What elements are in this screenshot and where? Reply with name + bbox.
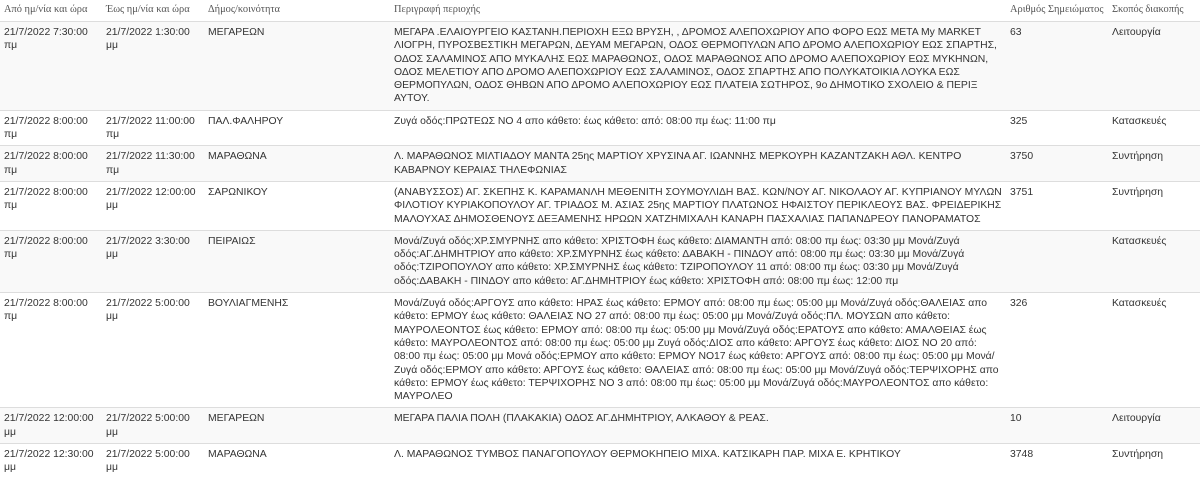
- table-row: [0, 444, 1200, 479]
- table-row: [0, 230, 1200, 292]
- cell-purpose: Κατασκευές: [1108, 230, 1200, 292]
- cell-municipality: ΜΑΡΑΘΩΝΑ: [204, 444, 390, 479]
- cell-municipality: ΠΑΛ.ΦΑΛΗΡΟΥ: [204, 110, 390, 146]
- column-header-purpose[interactable]: Σκοπός διακοπής: [1108, 0, 1200, 22]
- cell-municipality: ΒΟΥΛΙΑΓΜΕΝΗΣ: [204, 293, 390, 408]
- cell-purpose: Λειτουργία: [1108, 408, 1200, 444]
- cell-description: Λ. ΜΑΡΑΘΩΝΟΣ ΜΙΛΤΙΑΔΟΥ ΜΑΝΤΑ 25ης ΜΑΡΤΙΟΥ ΧΡΥΣΙΝΑ ΑΓ. ΙΩΑΝΝΗΣ ΜΕΡΚΟΥΡΗ ΚΑΖΑΝΤΖΑΚΗ ΑΘΛ. ΚΕΝΤΡΟ ΚΑΒΑΡΝΟΥ ΚΕΡΑΙΑΣ ΤΗΛΕΦΩΝΙΑΣ: [390, 146, 1006, 182]
- table-row: [0, 22, 1200, 111]
- cell-purpose: Λειτουργία: [1108, 22, 1200, 111]
- cell-purpose: Συντήρηση: [1108, 146, 1200, 182]
- header-row: [0, 0, 1200, 22]
- cell-to: 21/7/2022 5:00:00 μμ: [102, 293, 204, 408]
- table-row: [0, 146, 1200, 182]
- cell-description: Λ. ΜΑΡΑΘΩΝΟΣ ΤΥΜΒΟΣ ΠΑΝΑΓΟΠΟΥΛΟΥ ΘΕΡΜΟΚΗΠΕΙΟ ΜΙΧΑ. ΚΑΤΣΙΚΑΡΗ ΠΑΡ. ΜΙΧΑ Ε. ΚΡΗΤΙΚΟΥ: [390, 444, 1006, 479]
- cell-purpose: Συντήρηση: [1108, 444, 1200, 479]
- cell-to: 21/7/2022 1:30:00 μμ: [102, 22, 204, 111]
- table-row: [0, 408, 1200, 444]
- cell-from: 21/7/2022 8:00:00 πμ: [0, 230, 102, 292]
- column-header-description[interactable]: Περιγραφή περιοχής: [390, 0, 1006, 22]
- cell-note-number: [1006, 230, 1108, 292]
- cell-description: ΜΕΓΑΡΑ ΠΑΛΙΑ ΠΟΛΗ (ΠΛΑΚΑΚΙΑ) ΟΔΟΣ ΑΓ.ΔΗΜΗΤΡΙΟΥ, ΑΛΚΑΘΟΥ & ΡΕΑΣ.: [390, 408, 1006, 444]
- column-header-note-number[interactable]: Αριθμός Σημειώματος: [1006, 0, 1108, 22]
- cell-purpose: Συντήρηση: [1108, 181, 1200, 230]
- cell-description: Ζυγά οδός:ΠΡΩΤΕΩΣ ΝΟ 4 απο κάθετο: έως κάθετο: από: 08:00 πμ έως: 11:00 πμ: [390, 110, 1006, 146]
- cell-to: 21/7/2022 5:00:00 μμ: [102, 408, 204, 444]
- cell-to: 21/7/2022 11:30:00 πμ: [102, 146, 204, 182]
- cell-from: 21/7/2022 8:00:00 πμ: [0, 181, 102, 230]
- cell-note-number: 326: [1006, 293, 1108, 408]
- cell-municipality: ΣΑΡΩΝΙΚΟΥ: [204, 181, 390, 230]
- cell-from: 21/7/2022 7:30:00 πμ: [0, 22, 102, 111]
- table-row: [0, 293, 1200, 408]
- cell-note-number: 3748: [1006, 444, 1108, 479]
- cell-to: 21/7/2022 5:00:00 μμ: [102, 444, 204, 479]
- cell-municipality: ΜΕΓΑΡΕΩΝ: [204, 408, 390, 444]
- cell-to: 21/7/2022 12:00:00 μμ: [102, 181, 204, 230]
- cell-from: 21/7/2022 12:30:00 μμ: [0, 444, 102, 479]
- cell-to: 21/7/2022 11:00:00 πμ: [102, 110, 204, 146]
- cell-from: 21/7/2022 12:00:00 μμ: [0, 408, 102, 444]
- cell-note-number: 3751: [1006, 181, 1108, 230]
- cell-from: 21/7/2022 8:00:00 πμ: [0, 110, 102, 146]
- table-body: [0, 22, 1200, 479]
- cell-purpose: Κατασκευές: [1108, 293, 1200, 408]
- cell-purpose: Κατασκευές: [1108, 110, 1200, 146]
- cell-municipality: ΜΑΡΑΘΩΝΑ: [204, 146, 390, 182]
- cell-to: 21/7/2022 3:30:00 μμ: [102, 230, 204, 292]
- cell-note-number: 63: [1006, 22, 1108, 111]
- cell-municipality: ΜΕΓΑΡΕΩΝ: [204, 22, 390, 111]
- cell-from: 21/7/2022 8:00:00 πμ: [0, 146, 102, 182]
- cell-description: ΜΕΓΑΡΑ .ΕΛΑΙΟΥΡΓΕΙΟ ΚΑΣΤΑΝΗ.ΠΕΡΙΟΧΗ ΕΞΩ ΒΡΥΣΗ, , ΔΡΟΜΟΣ ΑΛΕΠΟΧΩΡΙΟΥ ΑΠΟ ΦΟΡΟ ΕΩΣ ΜΕΤΑ My MARKET ΛΙΟΓΡΗ, ΠΥΡΟΣΒΕΣΤΙΚΗ ΜΕΓΑΡΩΝ, ΔΕΥΑΜ ΜΕΓΑΡΩΝ, ΟΔΟΣ ΘΕΡΜΟΠΥΛΩΝ ΑΠΟ ΔΡΟΜΟ ΑΛΕΠΟΧΩΡΙΟΥ ΕΩΣ ΣΠΑΡΤΗΣ, ΟΔΟΣ ΣΑΛΑΜΙΝΟΣ ΑΠΟ ΜΥΚΑΛΗΣ ΕΩΣ ΜΑΡΑΘΩΝΟΣ, ΟΔΟΣ ΜΑΡΑΘΩΝΟΣ ΑΠΟ ΔΡΟΜΟ ΑΛΕΠΟΧΩΡΙΟΥ ΕΩΣ ΜΥΚΗΝΩΝ, ΟΔΟΣ ΜΕΛΕΤΙΟΥ ΑΠΟ ΔΡΟΜΟ ΑΛΕΠΟΧΩΡΙΟΥ ΕΩΣ ΣΑΛΑΜΙΝΟΣ, ΟΔΟΣ ΣΠΑΡΤΗΣ ΑΠΟ ΠΟΛΥΚΑΤΟΙΚΙΑ ΛΟΥΚΑ ΕΩΣ ΘΕΡΜΟΠΥΛΩΝ, ΟΔΟΣ ΘΗΒΩΝ ΑΠΟ ΔΡΟΜΟ ΑΛΕΠΟΧΩΡΙΟΥ ΕΩΣ ΠΛΑΤΕΙΑ ΣΩΤΗΡΟΣ, 9ο ΔΗΜΟΤΙΚΟ ΣΧΟΛΕΙΟ & ΠΕΡΙΞ ΑΥΤΟΥ.: [390, 22, 1006, 111]
- column-header-municipality[interactable]: Δήμος/κοινότητα: [204, 0, 390, 22]
- cell-from: 21/7/2022 8:00:00 πμ: [0, 293, 102, 408]
- cell-note-number: 10: [1006, 408, 1108, 444]
- column-header-from[interactable]: Από ημ/νία και ώρα: [0, 0, 102, 22]
- cell-note-number: 325: [1006, 110, 1108, 146]
- cell-description: Μονά/Ζυγά οδός:ΧΡ.ΣΜΥΡΝΗΣ απο κάθετο: ΧΡΙΣΤΟΦΗ έως κάθετο: ΔΙΑΜΑΝΤΗ από: 08:00 πμ έως: 03:30 μμ Μονά/Ζυγά οδός:ΑΓ.ΔΗΜΗΤΡΙΟΥ απο κάθετο: ΧΡ.ΣΜΥΡΝΗΣ έως κάθετο: ΔΑΒΑΚΗ - ΠΙΝΔΟΥ από: 08:00 πμ έως: 03:30 μμ Μονά/Ζυγά οδός:ΤΖΙΡΟΠΟΥΛΟΥ απο κάθετο: ΧΡ.ΣΜΥΡΝΗΣ έως κάθετο: ΤΖΙΡΟΠΟΥΛΟΥ 11 από: 08:00 πμ έως: 03:30 μμ Μονά/Ζυγά οδός:ΔΑΒΑΚΗ - ΠΙΝΔΟΥ απο κάθετο: ΑΓ.ΔΗΜΗΤΡΙΟΥ έως κάθετο: ΧΡΙΣΤΟΦΗ από: 08:00 πμ έως: 12:00 πμ: [390, 230, 1006, 292]
- cell-description: (ΑΝΑΒΥΣΣΟΣ) ΑΓ. ΣΚΕΠΗΣ Κ. ΚΑΡΑΜΑΝΛΗ ΜΕΘΕΝΙΤΗ ΣΟΥΜΟΥΛΙΔΗ ΒΑΣ. ΚΩΝ/ΝΟΥ ΑΓ. ΝΙΚΟΛΑΟΥ ΑΓ. ΚΥΠΡΙΑΝΟΥ ΜΥΛΩΝ ΦΙΛΟΤΙΟΥ ΚΥΡΙΑΚΟΠΟΥΛΟΥ ΑΓ. ΤΡΙΑΔΟΣ Μ. ΑΣΙΑΣ 25ης ΜΑΡΤΙΟΥ ΠΛΑΤΩΝΟΣ ΗΦΑΙΣΤΟΥ ΠΕΡΙΚΛΕΟΥΣ ΒΑΣ. ΦΡΕΙΔΕΡΙΚΗΣ ΜΑΛΟΥΧΑΣ ΔΗΜΟΣΘΕΝΟΥΣ ΔΕΞΑΜΕΝΗΣ ΗΡΩΩΝ ΧΑΤΖΗΜΙΧΑΛΗ ΚΑΝΑΡΗ ΠΑΣΧΑΛΙΑΣ ΠΑΠΑΝΔΡΕΟΥ ΠΑΝΟΡΑΜΑΤΟΣ: [390, 181, 1006, 230]
- cell-description: Μονά/Ζυγά οδός:ΑΡΓΟΥΣ απο κάθετο: ΗΡΑΣ έως κάθετο: ΕΡΜΟΥ από: 08:00 πμ έως: 05:00 μμ Μονά/Ζυγά οδός:ΘΑΛΕΙΑΣ απο κάθετο: ΕΡΜΟΥ έως κάθετο: ΘΑΛΕΙΑΣ ΝΟ 27 από: 08:00 πμ έως: 05:00 μμ Μονά/Ζυγά οδός:ΠΛ. ΜΟΥΣΩΝ απο κάθετο: ΜΑΥΡΟΛΕΟΝΤΟΣ έως κάθετο: ΕΡΜΟΥ από: 08:00 πμ έως: 05:00 μμ Μονά/Ζυγά οδός:ΕΡΑΤΟΥΣ απο κάθετο: ΑΜΑΛΘΕΙΑΣ έως κάθετο: ΜΑΥΡΟΛΕΟΝΤΟΣ από: 08:00 πμ έως: 05:00 μμ Ζυγά οδός:ΔΙΟΣ απο κάθετο: ΑΡΓΟΥΣ έως κάθετο: ΔΙΟΣ ΝΟ 20 από: 08:00 πμ έως: 05:00 μμ Μονά οδός:ΕΡΜΟΥ απο κάθετο: ΕΡΜΟΥ ΝΟ17 έως κάθετο: ΑΡΓΟΥΣ από: 08:00 πμ έως: 05:00 μμ Μονά/Ζυγά οδός:ΕΡΜΟΥ απο κάθετο: ΑΡΓΟΥΣ έως κάθετο: ΘΑΛΕΙΑΣ από: 08:00 πμ έως: 05:00 μμ Μονά/Ζυγά οδός:ΤΕΡΨΙΧΟΡΗΣ απο κάθετο: ΕΡΜΟΥ έως κάθετο: ΤΕΡΨΙΧΟΡΗΣ ΝΟ 3 από: 08:00 πμ έως: 05:00 μμ Μονά/Ζυγά οδός:ΜΑΥΡΟΛΕΟΝΤΟΣ απο κάθετο: ΜΑΥΡΟΛΕΟ: [390, 293, 1006, 408]
- table-header: [0, 0, 1200, 22]
- table-row: [0, 181, 1200, 230]
- column-header-to[interactable]: Έως ημ/νία και ώρα: [102, 0, 204, 22]
- cell-municipality: ΠΕΙΡΑΙΩΣ: [204, 230, 390, 292]
- table-row: [0, 110, 1200, 146]
- cell-note-number: 3750: [1006, 146, 1108, 182]
